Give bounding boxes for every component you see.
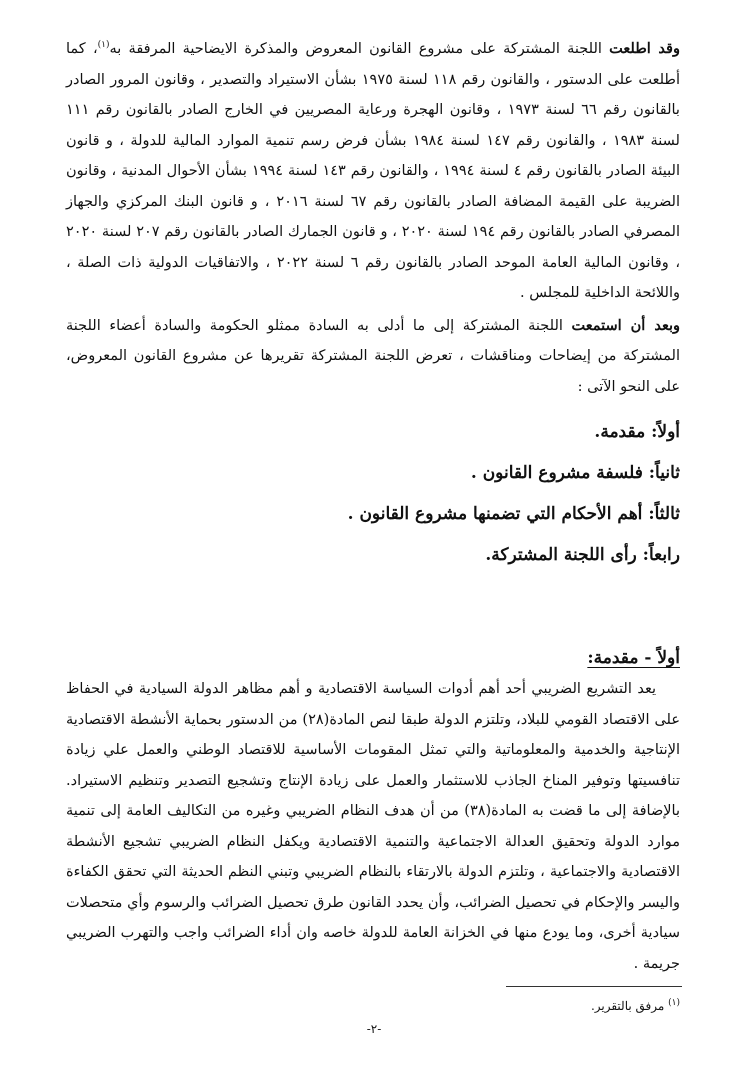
paragraph-lead-after-hearing: وبعد أن استمعت xyxy=(571,316,680,334)
outline-item-philosophy: ثانياً: فلسفة مشروع القانون . xyxy=(470,463,680,483)
paragraph-lead-reviewed: وقد اطلعت xyxy=(609,40,680,57)
outline-item-committee-opinion: رابعاً: رأى اللجنة المشتركة. xyxy=(485,545,680,565)
section-heading-introduction: أولاً - مقدمة: xyxy=(587,648,680,668)
footnote-reference-marker: (١) xyxy=(97,40,110,51)
document-body xyxy=(66,34,680,994)
paragraph-text-before-note: اللجنة المشتركة على مشروع القانون المعروض والمذكرة الايضاحية المرفقة به xyxy=(109,41,610,57)
footnote xyxy=(591,998,680,1014)
outline-item-provisions: ثالثاً: أهم الأحكام التي تضمنها مشروع القانون . xyxy=(347,504,680,524)
paragraph-text-after-hearing: اللجنة المشتركة إلى ما أدلى به السادة ممثلو الحكومة والسادة أعضاء اللجنة المشتركة من إيضاحات ومناقشات ، تعرض اللجنة المشتركة تقريرها عن مشروع القانون المعروض، على النحو الآتى : xyxy=(66,317,680,395)
outline-item-introduction: أولاً: مقدمة. xyxy=(594,422,680,442)
footnote-separator-line xyxy=(506,986,682,987)
section-body-introduction: يعد التشريع الضريبي أحد أهم أدوات السياسة الاقتصادية و أهم مظاهر الدولة السيادية في الحفاظ على الاقتصاد القومي للبلاد، وتلتزم الدولة طبقا لنص المادة(٢٨) من الدستور بحماية الأنشطة الاقتصادية الإنتاجية والخدمية والمعلوماتية والتي تمثل المقومات الأساسية للاقتصاد الوطني والعمل علي زيادة تنافسيتها وتوفير المناخ الجاذب للاستثمار والعمل على زيادة الإنتاج وتشجيع التصدير وتنظيم الاستيراد. بالإضافة إلى ما قضت به المادة(٣٨) من أن هدف النظام الضريبي وغيره من التكاليف العامة إلى تنمية موارد الدولة وتحقيق العدالة الاجتماعية والتنمية الاقتصادية ويكفل النظام الضريبي تشجيع الأنشطة الاقتصادية والاجتماعية ، وتلتزم الدولة بالارتقاء بالنظام الضريبي وتبني النظم الحديثة التي تحقق الكفاءة واليسر والإحكام في تحصيل الضرائب، وأن يحدد القانون طرق تحصيل الضرائب والرسوم وأي متحصلات سيادية أخرى، وما يودع منها في الخزانة العامة للدولة خاصه وان أداء الضرائب واجب والتهرب الضريبي جريمة . xyxy=(66,681,680,972)
paragraph-text-after-note: ، كما أطلعت على الدستور ، والقانون رقم ١١٨ لسنة ١٩٧٥ بشأن الاستيراد والتصدير ، وقانون المرور الصادر بالقانون رقم ٦٦ لسنة ١٩٧٣ ، وقانون الهجرة ورعاية المصريين في الخارج الصادر بالقانون رقم ١١١ لسنة ١٩٨٣ ، والقانون رقم ١٤٧ لسنة ١٩٨٤ بشأن فرض رسم تنمية الموارد المالية للدولة ، و قانون البيئة الصادر بالقانون رقم ٤ لسنة ١٩٩٤ ، والقانون رقم ١٤٣ لسنة ١٩٩٤ بشأن الأحوال المدنية ، وقانون الضريبة على القيمة المضافة الصادر بالقانون رقم ٦٧ لسنة ٢٠١٦ ، و قانون البنك المركزي والجهاز المصرفي الصادر بالقانون رقم ١٩٤ لسنة ٢٠٢٠ ، و قانون الجمارك الصادر بالقانون رقم ٢٠٧ لسنة ٢٠٢٠ ، وقانون المالية العامة الموحد الصادر بالقانون رقم ٦ لسنة ٢٠٢٢ ، والاتفاقيات الدولية ذات الصلة ، واللائحة الداخلية للمجلس . xyxy=(66,41,680,301)
page-number: -٢- xyxy=(366,1022,382,1036)
footnote-text: مرفق بالتقرير. xyxy=(590,999,669,1013)
report-outline-list xyxy=(66,412,680,576)
paragraph-after-hearing xyxy=(66,311,680,403)
footnote-marker: (١) xyxy=(668,998,680,1008)
paragraph-reviewed-laws xyxy=(66,34,680,309)
